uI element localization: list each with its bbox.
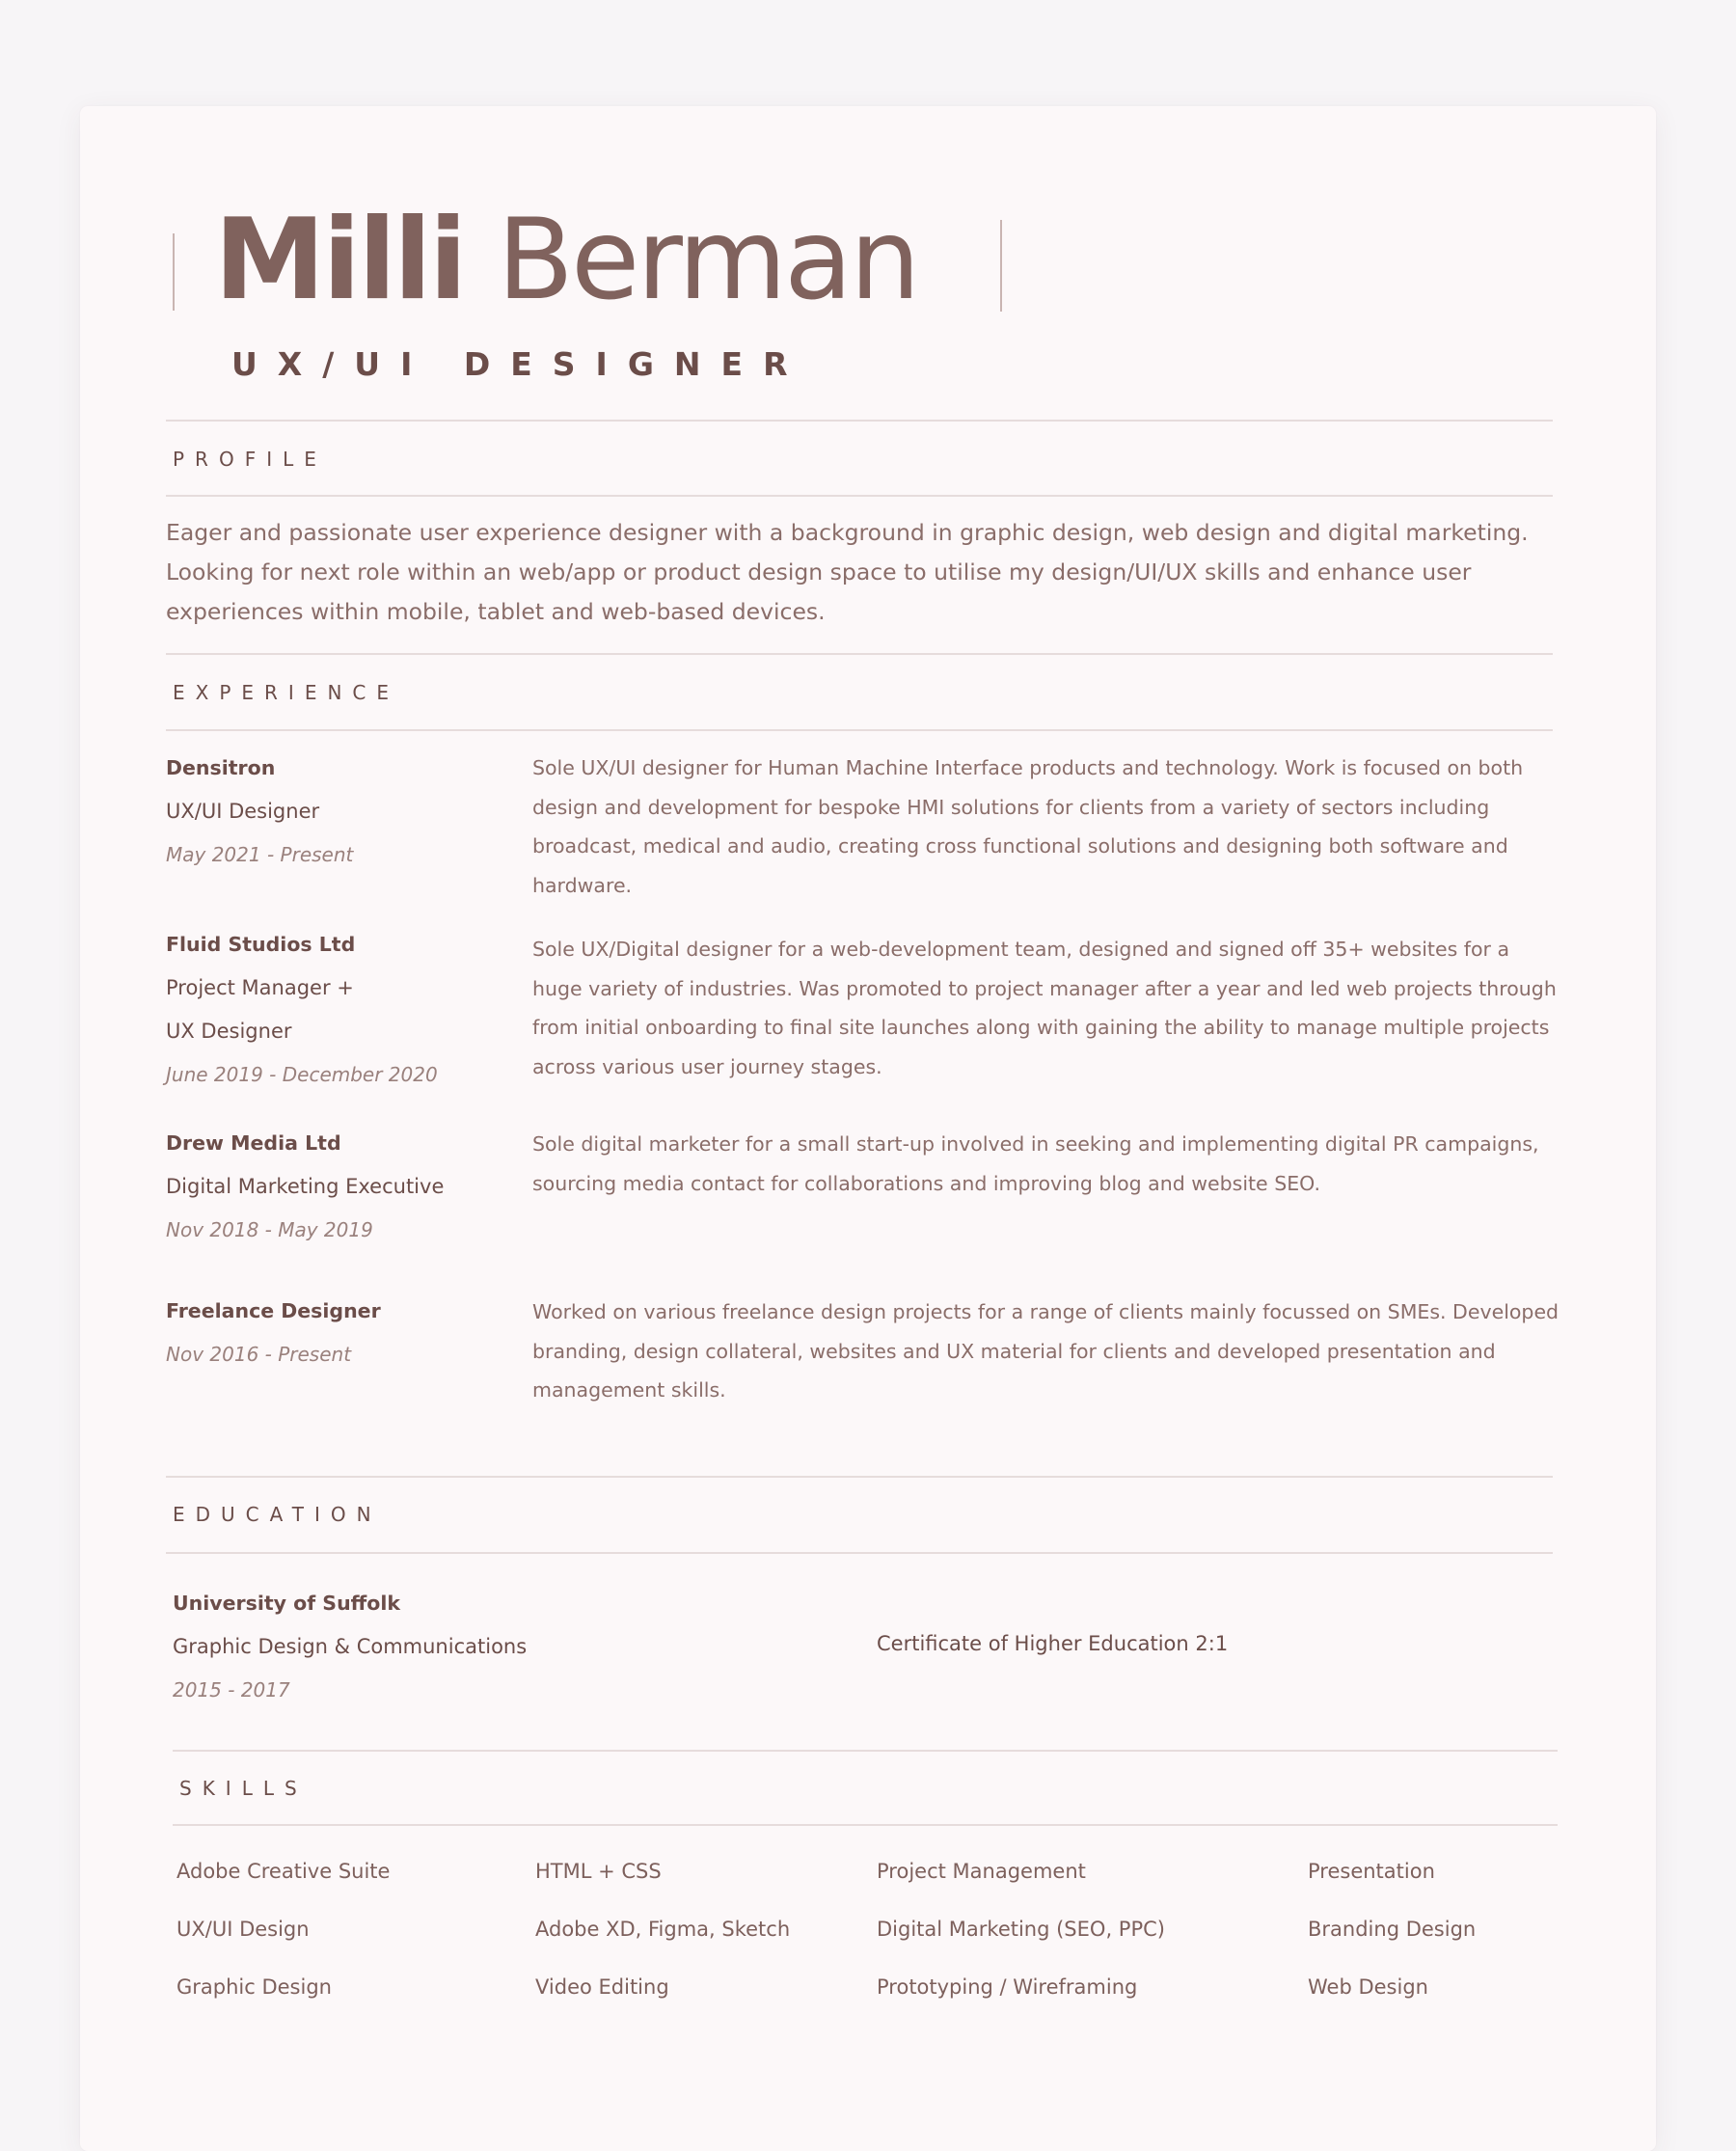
job-role: UX/UI Designer	[166, 800, 320, 823]
job-description: Sole UX/UI designer for Human Machine Interface products and technology. Work is focused on both design and development for bespoke HMI solutions for clients from a variety of sectors including broadcast, medical and audio, creating cross functional solutions and designing both software and hardware.	[532, 756, 1524, 897]
job-title: UX/UI DESIGNER	[231, 345, 808, 383]
education-school: University of Suffolk	[173, 1592, 401, 1615]
education-qualification: Certificate of Higher Education 2:1	[877, 1632, 1229, 1655]
job-dates: Nov 2018 - May 2019	[166, 1218, 373, 1241]
job-role: UX Designer	[166, 1020, 292, 1043]
experience-heading: EXPERIENCE	[173, 681, 400, 704]
skill-item: Graphic Design	[176, 1975, 332, 1999]
education-entry	[173, 1582, 713, 1712]
skill-item: Prototyping / Wireframing	[877, 1975, 1138, 1999]
skill-item: Branding Design	[1308, 1918, 1477, 1941]
profile-text: Eager and passionate user experience designer with a background in graphic design, web design and digital marketing. Looking for next role within an web/app or product design space to utilise my design/UI/UX skills and enhance user experiences within mobile, tablet and web-based devices.	[166, 519, 1529, 625]
experience-bottom-rule	[166, 729, 1553, 731]
skills-top-rule	[173, 1750, 1558, 1752]
job-dates: May 2021 - Present	[166, 843, 354, 866]
skill-item: Adobe XD, Figma, Sketch	[535, 1918, 791, 1941]
skills-bottom-rule	[173, 1824, 1558, 1826]
job-description: Worked on various freelance design projects for a range of clients mainly focussed on SMEs. Developed branding, design collateral, websites and UX material for clients and developed presentation and management skills.	[532, 1300, 1560, 1402]
job-company: Fluid Studios Ltd	[166, 933, 356, 956]
first-name: Milli	[214, 195, 465, 325]
job-dates: June 2019 - December 2020	[166, 1063, 438, 1086]
candidate-name	[214, 195, 918, 325]
job-company: Densitron	[166, 756, 276, 779]
job-description: Sole UX/Digital designer for a web-development team, designed and signed off 35+ websites for a huge variety of industries. Was promoted to project manager after a year and led web projects through from initial onboarding to final site launches along with gaining the ability to manage multiple projects across various user journey stages.	[532, 938, 1557, 1078]
job-entry-drew-media	[166, 1122, 513, 1252]
education-top-rule	[166, 1476, 1553, 1478]
last-name: Berman	[497, 195, 918, 325]
job-company: Drew Media Ltd	[166, 1131, 341, 1155]
education-dates: 2015 - 2017	[173, 1678, 290, 1702]
profile-bottom-rule	[166, 495, 1553, 497]
skill-item: Project Management	[877, 1860, 1086, 1883]
experience-top-rule	[166, 653, 1553, 655]
skill-item: Digital Marketing (SEO, PPC)	[877, 1918, 1165, 1941]
education-course: Graphic Design & Communications	[173, 1635, 528, 1658]
skill-item: Web Design	[1308, 1975, 1428, 1999]
education-heading: EDUCATION	[173, 1503, 382, 1526]
skill-item: Adobe Creative Suite	[176, 1860, 391, 1883]
skill-item: HTML + CSS	[535, 1860, 662, 1883]
job-company: Freelance Designer	[166, 1299, 381, 1322]
job-role: Project Manager +	[166, 976, 354, 999]
job-entry-densitron	[166, 747, 513, 877]
skill-item: UX/UI Design	[176, 1918, 310, 1941]
name-right-divider	[1000, 220, 1002, 312]
job-description: Sole digital marketer for a small start-up involved in seeking and implementing digital PR campaigns, sourcing media contact for collaborations and improving blog and website SEO.	[532, 1132, 1539, 1195]
skill-item: Video Editing	[535, 1975, 669, 1999]
skill-item: Presentation	[1308, 1860, 1435, 1883]
education-bottom-rule	[166, 1552, 1553, 1554]
profile-top-rule	[166, 420, 1553, 422]
job-entry-fluid-studios	[166, 923, 513, 1097]
profile-heading: PROFILE	[173, 448, 327, 471]
job-role: Digital Marketing Executive	[166, 1175, 445, 1198]
job-dates: Nov 2016 - Present	[166, 1343, 352, 1366]
job-entry-freelance	[166, 1290, 513, 1376]
skills-heading: SKILLS	[179, 1777, 308, 1800]
name-left-divider	[173, 233, 175, 311]
